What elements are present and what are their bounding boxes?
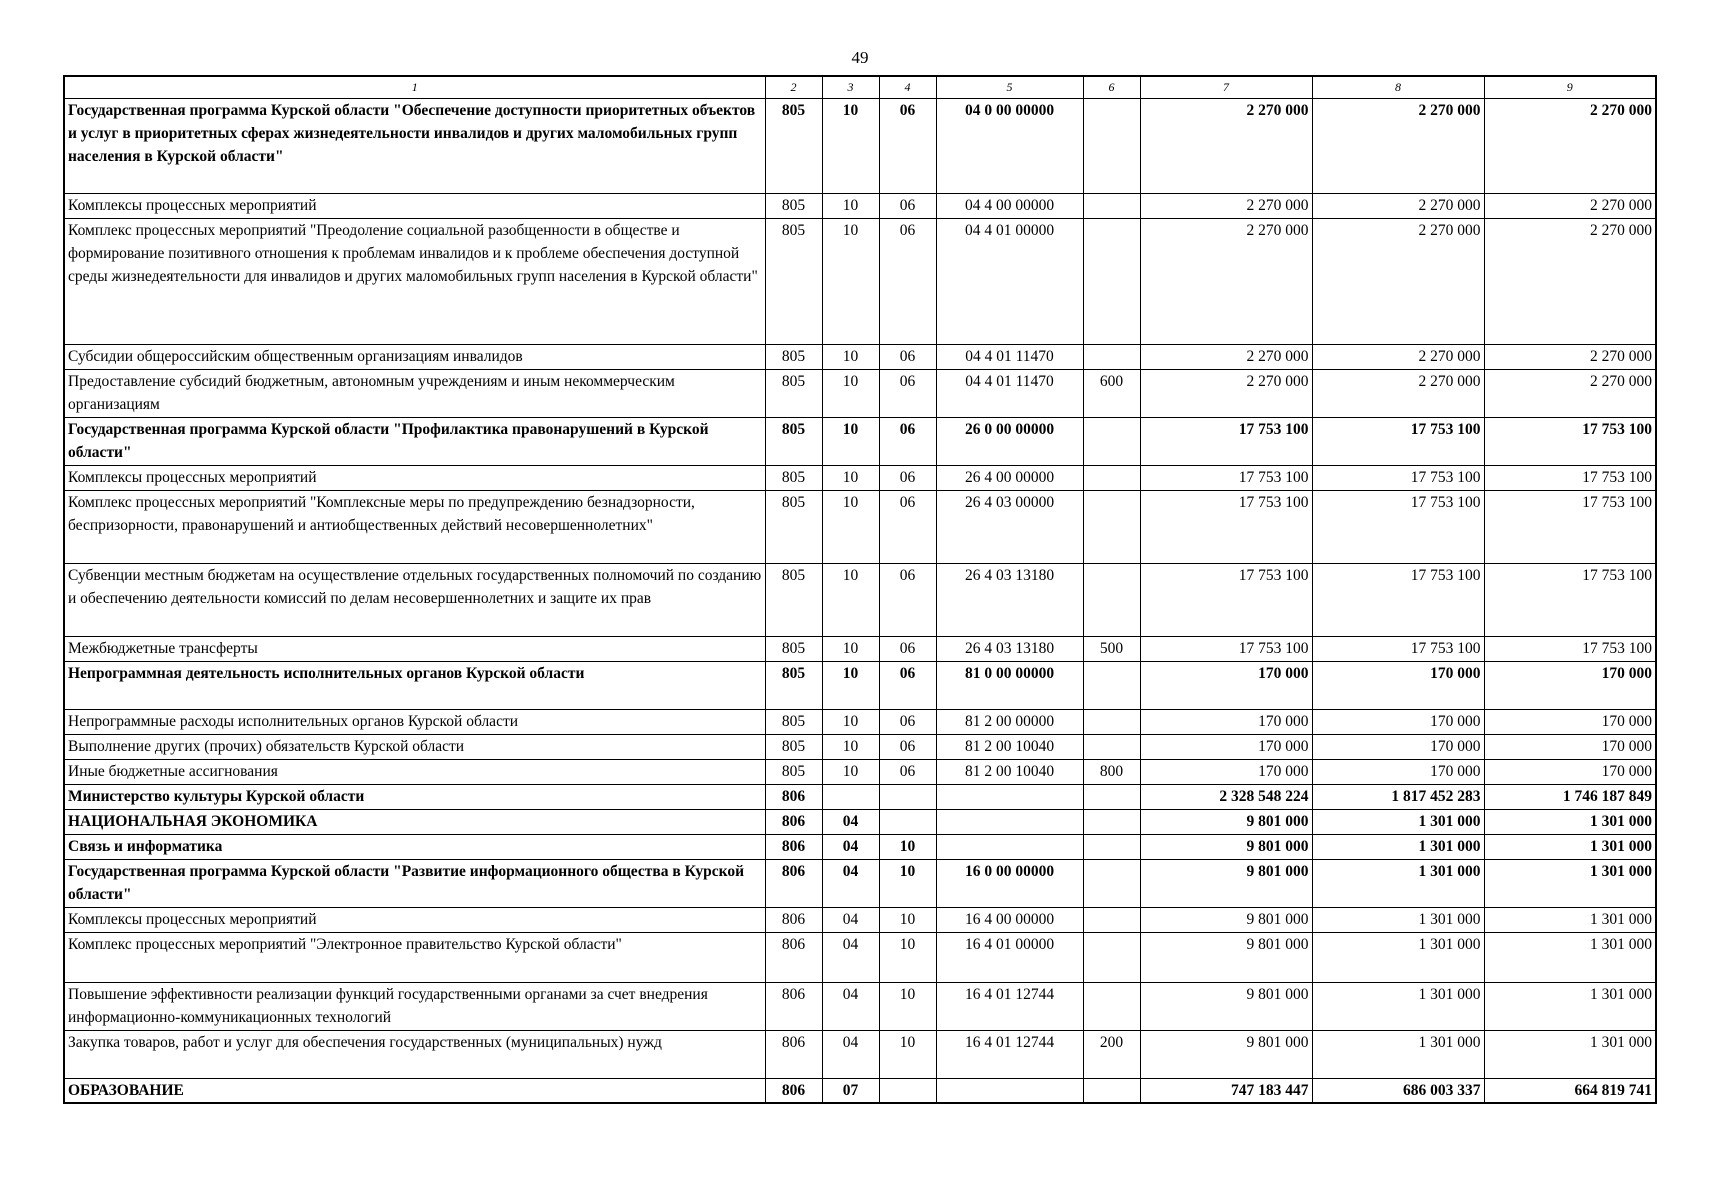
row-expense-type	[1083, 417, 1140, 465]
row-expense-type	[1083, 218, 1140, 344]
row-target-article: 81 0 00 00000	[936, 661, 1083, 709]
row-amount-year1: 17 753 100	[1140, 636, 1312, 661]
row-expense-type: 500	[1083, 636, 1140, 661]
row-subsection-code: 06	[879, 734, 936, 759]
row-name: Государственная программа Курской области "Обеспечение доступности приоритетных объектов и услуг в приоритетных сферах жизнедеятельности инвалидов и других маломобильных групп населения в Курской области"	[64, 98, 765, 193]
row-expense-type	[1083, 98, 1140, 193]
row-amount-year2: 1 301 000	[1312, 809, 1484, 834]
row-amount-year2: 2 270 000	[1312, 218, 1484, 344]
row-amount-year1: 2 270 000	[1140, 193, 1312, 218]
row-amount-year2: 17 753 100	[1312, 563, 1484, 636]
row-amount-year3: 170 000	[1484, 661, 1656, 709]
table-row	[64, 193, 1656, 218]
row-amount-year3: 1 301 000	[1484, 982, 1656, 1030]
row-grbs-code: 806	[765, 859, 822, 907]
row-amount-year1: 2 270 000	[1140, 218, 1312, 344]
row-subsection-code	[879, 809, 936, 834]
row-name: Комплекс процессных мероприятий "Комплексные меры по предупреждению безнадзорности, беспризорности, правонарушений и антиобщественных действий несовершеннолетних"	[64, 490, 765, 563]
table-row	[64, 417, 1656, 465]
row-grbs-code: 806	[765, 1030, 822, 1078]
row-subsection-code: 06	[879, 563, 936, 636]
table-body	[64, 76, 1656, 1103]
row-subsection-code: 10	[879, 834, 936, 859]
row-subsection-code: 06	[879, 636, 936, 661]
row-section-code: 10	[822, 369, 879, 417]
row-section-code: 04	[822, 932, 879, 982]
row-amount-year3: 664 819 741	[1484, 1078, 1656, 1103]
row-name: Иные бюджетные ассигнования	[64, 759, 765, 784]
row-subsection-code: 06	[879, 490, 936, 563]
row-amount-year3: 1 301 000	[1484, 1030, 1656, 1078]
row-amount-year2: 170 000	[1312, 661, 1484, 709]
row-section-code: 10	[822, 344, 879, 369]
row-subsection-code: 06	[879, 98, 936, 193]
row-amount-year2: 17 753 100	[1312, 465, 1484, 490]
row-subsection-code: 06	[879, 661, 936, 709]
budget-table	[63, 75, 1657, 1104]
row-amount-year2: 170 000	[1312, 709, 1484, 734]
row-subsection-code: 10	[879, 859, 936, 907]
row-target-article: 16 4 00 00000	[936, 907, 1083, 932]
row-grbs-code: 805	[765, 734, 822, 759]
table-row	[64, 759, 1656, 784]
row-amount-year2: 1 301 000	[1312, 1030, 1484, 1078]
row-amount-year1: 9 801 000	[1140, 982, 1312, 1030]
row-expense-type	[1083, 563, 1140, 636]
row-subsection-code: 06	[879, 218, 936, 344]
row-amount-year3: 2 270 000	[1484, 98, 1656, 193]
row-amount-year1: 170 000	[1140, 709, 1312, 734]
table-row	[64, 636, 1656, 661]
row-section-code: 07	[822, 1078, 879, 1103]
row-name: Непрограммные расходы исполнительных органов Курской области	[64, 709, 765, 734]
row-target-article: 81 2 00 10040	[936, 759, 1083, 784]
table-row	[64, 344, 1656, 369]
row-section-code: 04	[822, 809, 879, 834]
row-subsection-code	[879, 1078, 936, 1103]
row-amount-year2: 170 000	[1312, 759, 1484, 784]
column-number: 6	[1083, 76, 1140, 98]
row-target-article: 26 4 03 13180	[936, 636, 1083, 661]
row-section-code: 10	[822, 218, 879, 344]
row-amount-year2: 2 270 000	[1312, 344, 1484, 369]
row-grbs-code: 805	[765, 490, 822, 563]
row-amount-year2: 686 003 337	[1312, 1078, 1484, 1103]
row-name: Комплекс процессных мероприятий "Преодоление социальной разобщенности в обществе и формирование позитивного отношения к проблемам инвалидов и к проблеме обеспечения доступной среды жизнедеятельности для инвалидов и других маломобильных групп населения в Курской области"	[64, 218, 765, 344]
row-expense-type: 200	[1083, 1030, 1140, 1078]
row-target-article: 16 4 01 12744	[936, 982, 1083, 1030]
row-amount-year1: 170 000	[1140, 661, 1312, 709]
row-target-article	[936, 809, 1083, 834]
table-row	[64, 1030, 1656, 1078]
row-amount-year2: 1 301 000	[1312, 859, 1484, 907]
row-target-article: 81 2 00 10040	[936, 734, 1083, 759]
table-row	[64, 932, 1656, 982]
table-row	[64, 369, 1656, 417]
row-subsection-code: 10	[879, 982, 936, 1030]
row-grbs-code: 806	[765, 809, 822, 834]
row-amount-year3: 170 000	[1484, 734, 1656, 759]
table-row	[64, 1078, 1656, 1103]
row-subsection-code	[879, 784, 936, 809]
row-amount-year3: 170 000	[1484, 709, 1656, 734]
row-name: Государственная программа Курской области "Профилактика правонарушений в Курской области"	[64, 417, 765, 465]
row-target-article: 26 0 00 00000	[936, 417, 1083, 465]
table-row	[64, 859, 1656, 907]
row-amount-year3: 17 753 100	[1484, 490, 1656, 563]
row-target-article: 26 4 00 00000	[936, 465, 1083, 490]
row-target-article: 26 4 03 13180	[936, 563, 1083, 636]
table-row	[64, 709, 1656, 734]
table-row	[64, 563, 1656, 636]
row-name: Субсидии общероссийским общественным организациям инвалидов	[64, 344, 765, 369]
row-name: Комплексы процессных мероприятий	[64, 907, 765, 932]
row-amount-year3: 2 270 000	[1484, 344, 1656, 369]
row-amount-year1: 9 801 000	[1140, 907, 1312, 932]
row-name: НАЦИОНАЛЬНАЯ ЭКОНОМИКА	[64, 809, 765, 834]
row-amount-year3: 170 000	[1484, 759, 1656, 784]
row-grbs-code: 805	[765, 636, 822, 661]
row-subsection-code: 10	[879, 932, 936, 982]
row-expense-type	[1083, 193, 1140, 218]
row-grbs-code: 805	[765, 218, 822, 344]
row-amount-year1: 9 801 000	[1140, 809, 1312, 834]
row-name: Комплексы процессных мероприятий	[64, 465, 765, 490]
row-target-article: 81 2 00 00000	[936, 709, 1083, 734]
row-target-article	[936, 834, 1083, 859]
row-amount-year1: 17 753 100	[1140, 563, 1312, 636]
row-target-article: 04 0 00 00000	[936, 98, 1083, 193]
row-section-code: 10	[822, 98, 879, 193]
row-name: Выполнение других (прочих) обязательств Курской области	[64, 734, 765, 759]
row-section-code	[822, 784, 879, 809]
row-subsection-code: 06	[879, 759, 936, 784]
row-amount-year3: 1 301 000	[1484, 809, 1656, 834]
row-grbs-code: 805	[765, 369, 822, 417]
row-target-article: 16 4 01 00000	[936, 932, 1083, 982]
row-amount-year1: 2 270 000	[1140, 344, 1312, 369]
row-amount-year3: 1 746 187 849	[1484, 784, 1656, 809]
row-amount-year3: 1 301 000	[1484, 907, 1656, 932]
row-grbs-code: 805	[765, 661, 822, 709]
row-grbs-code: 806	[765, 1078, 822, 1103]
row-amount-year1: 17 753 100	[1140, 490, 1312, 563]
row-grbs-code: 806	[765, 907, 822, 932]
row-target-article	[936, 1078, 1083, 1103]
column-number: 7	[1140, 76, 1312, 98]
row-target-article: 04 4 01 11470	[936, 369, 1083, 417]
table-row	[64, 661, 1656, 709]
row-section-code: 04	[822, 907, 879, 932]
row-grbs-code: 805	[765, 344, 822, 369]
table-row	[64, 465, 1656, 490]
row-name: Предоставление субсидий бюджетным, автономным учреждениям и иным некоммерческим организациям	[64, 369, 765, 417]
row-amount-year3: 17 753 100	[1484, 563, 1656, 636]
row-section-code: 10	[822, 193, 879, 218]
row-amount-year3: 17 753 100	[1484, 465, 1656, 490]
row-expense-type	[1083, 859, 1140, 907]
row-amount-year3: 2 270 000	[1484, 369, 1656, 417]
row-amount-year1: 2 328 548 224	[1140, 784, 1312, 809]
row-amount-year3: 1 301 000	[1484, 859, 1656, 907]
row-target-article: 16 4 01 12744	[936, 1030, 1083, 1078]
row-subsection-code: 06	[879, 465, 936, 490]
row-target-article: 16 0 00 00000	[936, 859, 1083, 907]
row-amount-year2: 17 753 100	[1312, 490, 1484, 563]
row-amount-year2: 2 270 000	[1312, 193, 1484, 218]
row-amount-year2: 1 817 452 283	[1312, 784, 1484, 809]
row-section-code: 10	[822, 709, 879, 734]
row-target-article	[936, 784, 1083, 809]
row-section-code: 10	[822, 490, 879, 563]
row-expense-type: 800	[1083, 759, 1140, 784]
column-number: 9	[1484, 76, 1656, 98]
page-number: 49	[851, 48, 869, 67]
row-subsection-code: 10	[879, 1030, 936, 1078]
column-number: 5	[936, 76, 1083, 98]
row-section-code: 10	[822, 417, 879, 465]
row-amount-year1: 9 801 000	[1140, 1030, 1312, 1078]
row-amount-year1: 170 000	[1140, 734, 1312, 759]
row-expense-type	[1083, 932, 1140, 982]
column-number: 3	[822, 76, 879, 98]
table-row	[64, 982, 1656, 1030]
row-expense-type	[1083, 809, 1140, 834]
row-name: Комплекс процессных мероприятий "Электронное правительство Курской области"	[64, 932, 765, 982]
row-expense-type	[1083, 490, 1140, 563]
table-row	[64, 809, 1656, 834]
row-section-code: 10	[822, 563, 879, 636]
row-expense-type	[1083, 1078, 1140, 1103]
row-subsection-code: 06	[879, 193, 936, 218]
row-amount-year2: 17 753 100	[1312, 417, 1484, 465]
row-name: Связь и информатика	[64, 834, 765, 859]
row-section-code: 10	[822, 465, 879, 490]
row-target-article: 04 4 00 00000	[936, 193, 1083, 218]
row-name: Закупка товаров, работ и услуг для обеспечения государственных (муниципальных) нужд	[64, 1030, 765, 1078]
row-amount-year1: 9 801 000	[1140, 859, 1312, 907]
row-section-code: 04	[822, 834, 879, 859]
row-grbs-code: 805	[765, 98, 822, 193]
row-amount-year3: 2 270 000	[1484, 218, 1656, 344]
table-row	[64, 490, 1656, 563]
row-amount-year1: 17 753 100	[1140, 417, 1312, 465]
row-expense-type	[1083, 834, 1140, 859]
row-subsection-code: 06	[879, 369, 936, 417]
row-name: Государственная программа Курской области "Развитие информационного общества в Курской области"	[64, 859, 765, 907]
table-row	[64, 784, 1656, 809]
row-expense-type	[1083, 982, 1140, 1030]
column-number: 4	[879, 76, 936, 98]
row-amount-year3: 2 270 000	[1484, 193, 1656, 218]
column-number-row	[64, 76, 1656, 98]
row-amount-year1: 2 270 000	[1140, 369, 1312, 417]
column-number: 2	[765, 76, 822, 98]
column-number: 1	[64, 76, 765, 98]
row-expense-type	[1083, 709, 1140, 734]
row-amount-year2: 1 301 000	[1312, 932, 1484, 982]
row-subsection-code: 10	[879, 907, 936, 932]
row-expense-type	[1083, 784, 1140, 809]
row-amount-year2: 1 301 000	[1312, 834, 1484, 859]
row-amount-year3: 1 301 000	[1484, 932, 1656, 982]
row-expense-type	[1083, 661, 1140, 709]
row-amount-year1: 17 753 100	[1140, 465, 1312, 490]
row-amount-year1: 2 270 000	[1140, 98, 1312, 193]
row-amount-year3: 17 753 100	[1484, 636, 1656, 661]
row-expense-type	[1083, 734, 1140, 759]
row-grbs-code: 806	[765, 834, 822, 859]
row-section-code: 10	[822, 636, 879, 661]
row-target-article: 04 4 01 11470	[936, 344, 1083, 369]
row-amount-year1: 747 183 447	[1140, 1078, 1312, 1103]
row-expense-type	[1083, 465, 1140, 490]
row-subsection-code: 06	[879, 344, 936, 369]
table-row	[64, 734, 1656, 759]
row-name: ОБРАЗОВАНИЕ	[64, 1078, 765, 1103]
row-grbs-code: 805	[765, 709, 822, 734]
row-subsection-code: 06	[879, 709, 936, 734]
row-section-code: 10	[822, 759, 879, 784]
row-amount-year2: 170 000	[1312, 734, 1484, 759]
table-row	[64, 834, 1656, 859]
row-name: Министерство культуры Курской области	[64, 784, 765, 809]
row-section-code: 04	[822, 982, 879, 1030]
row-amount-year1: 9 801 000	[1140, 834, 1312, 859]
row-expense-type	[1083, 344, 1140, 369]
table-row	[64, 98, 1656, 193]
column-number: 8	[1312, 76, 1484, 98]
row-amount-year2: 2 270 000	[1312, 98, 1484, 193]
row-grbs-code: 805	[765, 417, 822, 465]
row-amount-year1: 9 801 000	[1140, 932, 1312, 982]
row-grbs-code: 805	[765, 193, 822, 218]
row-name: Межбюджетные трансферты	[64, 636, 765, 661]
row-name: Субвенции местным бюджетам на осуществление отдельных государственных полномочий по созданию и обеспечению деятельности комиссий по делам несовершеннолетних и защите их прав	[64, 563, 765, 636]
row-amount-year3: 17 753 100	[1484, 417, 1656, 465]
row-amount-year2: 2 270 000	[1312, 369, 1484, 417]
row-grbs-code: 806	[765, 784, 822, 809]
table-row	[64, 907, 1656, 932]
row-grbs-code: 805	[765, 563, 822, 636]
row-amount-year2: 1 301 000	[1312, 907, 1484, 932]
row-name: Комплексы процессных мероприятий	[64, 193, 765, 218]
row-section-code: 10	[822, 661, 879, 709]
row-grbs-code: 806	[765, 932, 822, 982]
row-section-code: 04	[822, 1030, 879, 1078]
row-expense-type: 600	[1083, 369, 1140, 417]
row-target-article: 26 4 03 00000	[936, 490, 1083, 563]
row-grbs-code: 805	[765, 759, 822, 784]
row-amount-year2: 17 753 100	[1312, 636, 1484, 661]
row-amount-year3: 1 301 000	[1484, 834, 1656, 859]
row-grbs-code: 806	[765, 982, 822, 1030]
row-section-code: 04	[822, 859, 879, 907]
row-target-article: 04 4 01 00000	[936, 218, 1083, 344]
row-grbs-code: 805	[765, 465, 822, 490]
table-row	[64, 218, 1656, 344]
row-amount-year1: 170 000	[1140, 759, 1312, 784]
row-section-code: 10	[822, 734, 879, 759]
row-name: Непрограммная деятельность исполнительных органов Курской области	[64, 661, 765, 709]
row-subsection-code: 06	[879, 417, 936, 465]
row-expense-type	[1083, 907, 1140, 932]
row-name: Повышение эффективности реализации функций государственными органами за счет внедрения информационно-коммуникационных технологий	[64, 982, 765, 1030]
row-amount-year2: 1 301 000	[1312, 982, 1484, 1030]
